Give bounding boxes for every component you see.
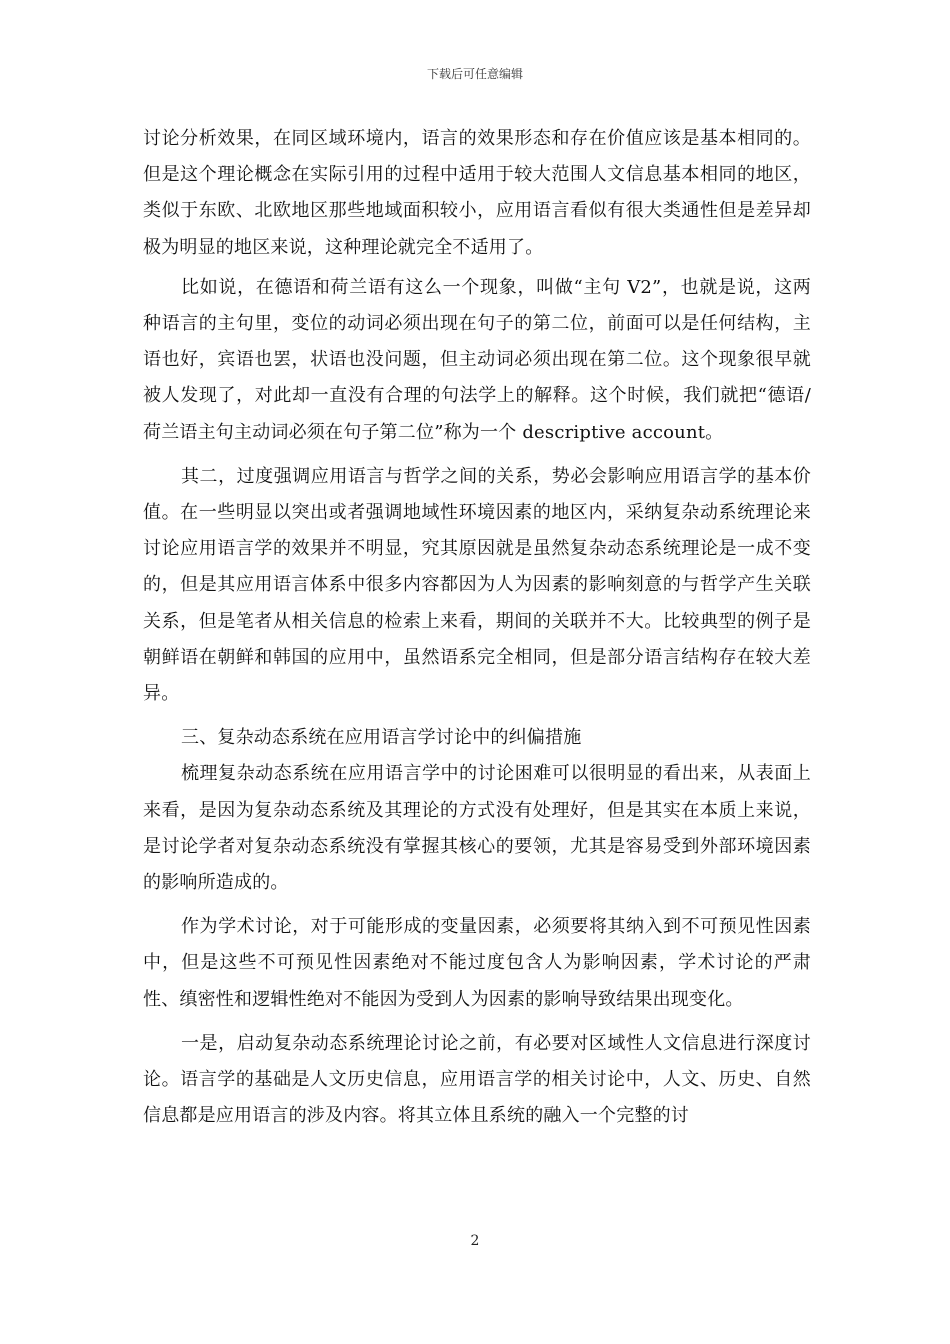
- section-heading: 三、复杂动态系统在应用语言学讨论中的纠偏措施: [181, 727, 582, 749]
- paragraph-example: 比如说，在德语和荷兰语有这么一个现象，叫做“主句 V2”，也就是说，这两种语言的主句里，变位的动词必须出现在句子的第二位，前面可以是任何结构，主语也好，宾语也罢，状语也没问题，但主动词必须出现在第二位。这个现象很早就被人发现了，对此却一直没有合理的句法学上的解释。这个时候，我们就把“德语/荷兰语主句主动词必须在句子第二位”称为一个 descriptive account。: [143, 276, 811, 443]
- paragraph-academic: 作为学术讨论，对于可能形成的变量因素，必须要将其纳入到不可预见性因素中，但是这些不可预见性因素绝对不能过度包含人为影响因素，学术讨论的严肃性、缜密性和逻辑性绝对不能因为受到人为因素的影响导致结果出现变化。: [143, 916, 811, 1010]
- paragraph-analysis: 梳理复杂动态系统在应用语言学中的讨论困难可以很明显的看出来，从表面上来看，是因为复杂动态系统及其理论的方式没有处理好，但是其实在本质上来说，是讨论学者对复杂动态系统没有掌握其核心的要领，尤其是容易受到外部环境因素的影响所造成的。: [143, 763, 811, 894]
- paragraph-second-point: 其二，过度强调应用语言与哲学之间的关系，势必会影响应用语言学的基本价值。在一些明显以突出或者强调地域性环境因素的地区内，采纳复杂动系统理论来讨论应用语言学的效果并不明显，究其原因就是虽然复杂动态系统理论是一成不变的，但是其应用语言体系中很多内容都因为人为因素的影响刻意的与哲学产生关联关系，但是笔者从相关信息的检索上来看，期间的关联并不大。比较典型的例子是朝鲜语在朝鲜和韩国的应用中，虽然语系完全相同，但是部分语言结构存在较大差异。: [143, 465, 811, 705]
- page-number: 2: [470, 1233, 480, 1249]
- paragraph-first-measure: 一是，启动复杂动态系统理论讨论之前，有必要对区域性人文信息进行深度讨论。语言学的基础是人文历史信息，应用语言学的相关讨论中，人文、历史、自然信息都是应用语言的涉及内容。将其立体且系统的融入一个完整的讨: [143, 1032, 811, 1127]
- paragraph-continuation: 讨论分析效果，在同区域环境内，语言的效果形态和存在价值应该是基本相同的。但是这个理论概念在实际引用的过程中适用于较大范围人文信息基本相同的地区，类似于东欧、北欧地区那些地域面积较小，应用语言看似有很大类通性但是差异却极为明显的地区来说，这种理论就完全不适用了。: [143, 128, 811, 258]
- document-body: [143, 121, 811, 1134]
- page-header: 下载后可任意编辑: [426, 67, 523, 81]
